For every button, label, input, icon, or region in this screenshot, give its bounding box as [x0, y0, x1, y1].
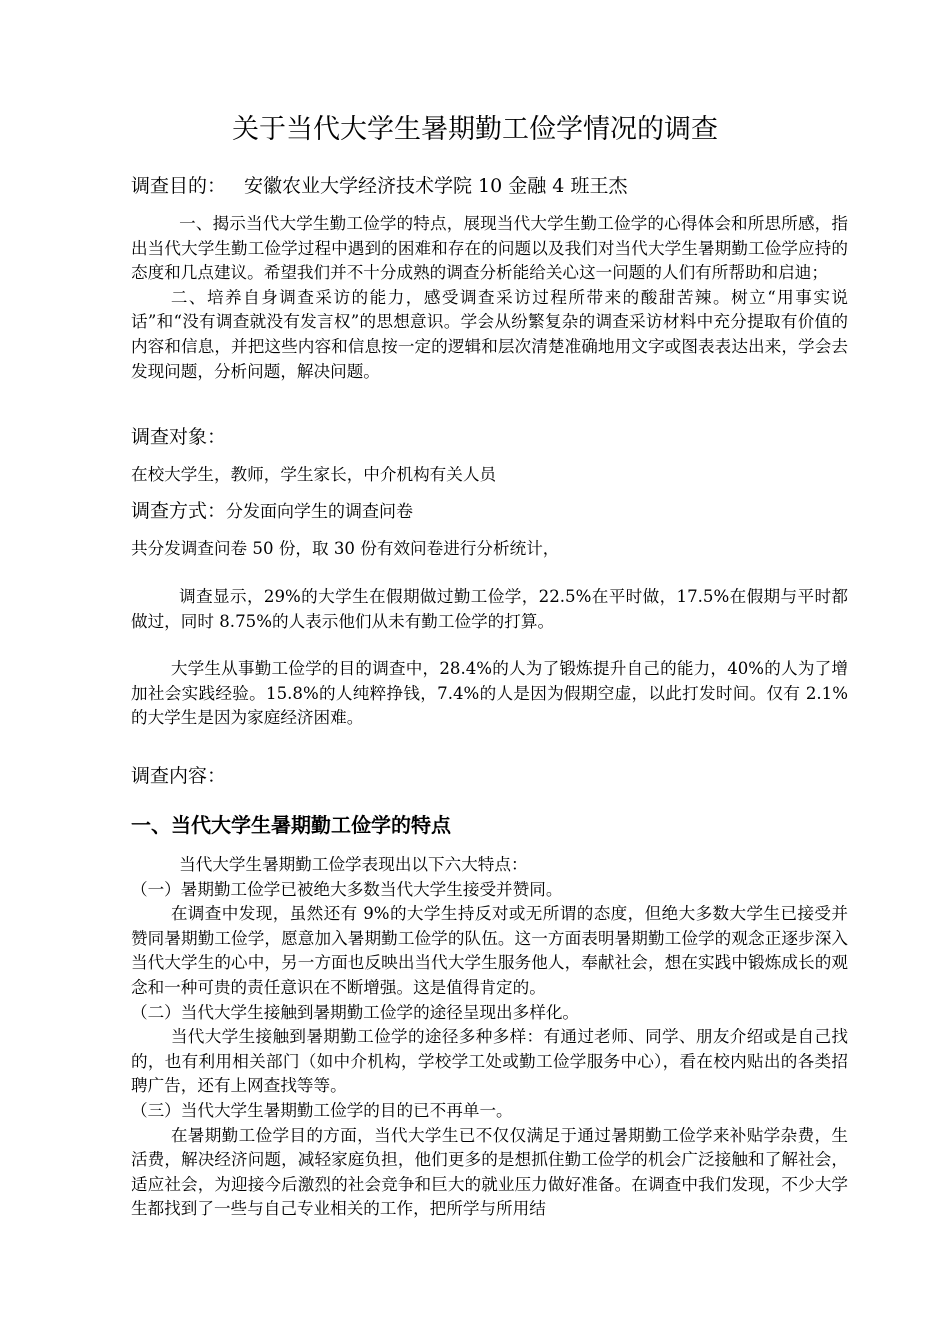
author-line: 安徽农业大学经济技术学院 10 金融 4 班王杰 — [244, 175, 628, 197]
point-1-text: 在调查中发现，虽然还有 9%的大学生持反对或无所谓的态度，但绝大多数大学生已接受并赞同暑期勤工俭学，愿意加入暑期勤工俭学的队伍。这一方面表明暑期勤工俭学的观念正逐步深入当代大学生的心中，另一方面也反映出当代大学生服务他人，奉献社会，想在实践中锻炼成长的观念和一种可贵的责任意识在不断增强。这是值得肯定的。 — [131, 904, 848, 997]
finding-2 — [131, 657, 848, 731]
point-1-title: （一）暑期勤工俭学已被绝大多数当代大学生接受并赞同。 — [131, 879, 563, 899]
finding-1-text: 调查显示，29%的大学生在假期做过勤工俭学，22.5%在平时做，17.5%在假期与平时都做过，同时 8.75%的人表示他们从未有勤工俭学的打算。 — [131, 587, 848, 631]
section-1-intro: 当代大学生暑期勤工俭学表现出以下六大特点： — [179, 855, 528, 874]
method-text: 分发面向学生的调查问卷 — [226, 502, 414, 522]
section-1-title: 一、当代大学生暑期勤工俭学的特点 — [131, 813, 451, 837]
point-2-text: 当代大学生接触到暑期勤工俭学的途径多种多样：有通过老师、同学、朋友介绍或是自己找的，也有利用相关部门（如中介机构，学校学工处或勤工俭学服务中心），看在校内贴出的各类招聘广告，还有上网查找等等。 — [131, 1027, 848, 1096]
finding-1 — [131, 585, 848, 634]
purpose-paragraphs — [131, 212, 848, 384]
point-2-title: （二）当代大学生接触到暑期勤工俭学的途径呈现出多样化。 — [131, 1002, 580, 1022]
purpose-heading — [131, 172, 627, 200]
finding-2-text: 大学生从事勤工俭学的目的调查中，28.4%的人为了锻炼提升自己的能力，40%的人为了增加社会实践经验。15.8%的人纯粹挣钱，7.4%的人是因为假期空虚，以此打发时间。仅有 2.1%的大学生是因为家庭经济困难。 — [131, 659, 848, 728]
document-title: 关于当代大学生暑期勤工俭学情况的调查 — [232, 114, 718, 145]
purpose-paragraph-2: 二、培养自身调查采访的能力，感受调查采访过程所带来的酸甜苦辣。树立“用事实说话”和“没有调查就没有发言权”的思想意识。学会从纷繁复杂的调查采访材料中充分提取有价值的内容和信息，并把这些内容和信息按一定的逻辑和层次清楚准确地用文字或图表表达出来，学会去发现问题，分析问题，解决问题。 — [131, 287, 848, 381]
subjects-text: 在校大学生，教师，学生家长，中介机构有关人员 — [131, 465, 497, 484]
subjects-heading: 调查对象： — [131, 426, 227, 448]
point-3-text: 在暑期勤工俭学目的方面，当代大学生已不仅仅满足于通过暑期勤工俭学来补贴学杂费，生活费，解决经济问题，减轻家庭负担，他们更多的是想抓住勤工俭学的机会广泛接触和了解社会，适应社会，为迎接今后激烈的社会竞争和巨大的就业压力做好准备。在调查中我们发现，不少大学生都找到了一些与自己专业相关的工作，把所学与所用结 — [131, 1125, 848, 1219]
purpose-paragraph-1: 一、揭示当代大学生勤工俭学的特点，展现当代大学生勤工俭学的心得体会和所思所感，指出当代大学生勤工俭学过程中遇到的困难和存在的问题以及我们对当代大学生暑期勤工俭学应持的态度和几点建议。希望我们并不十分成熟的调查分析能给关心这一问题的人们有所帮助和启迪； — [131, 214, 848, 283]
survey-stats: 共分发调查问卷 50 份，取 30 份有效问卷进行分析统计， — [131, 539, 560, 558]
purpose-label: 调查目的： — [131, 175, 227, 197]
section-1-body — [131, 853, 848, 1222]
point-3-title: （三）当代大学生暑期勤工俭学的目的已不再单一。 — [131, 1100, 513, 1120]
content-heading: 调查内容： — [131, 765, 227, 787]
method-label: 调查方式： — [131, 500, 227, 522]
method-heading — [131, 497, 413, 526]
